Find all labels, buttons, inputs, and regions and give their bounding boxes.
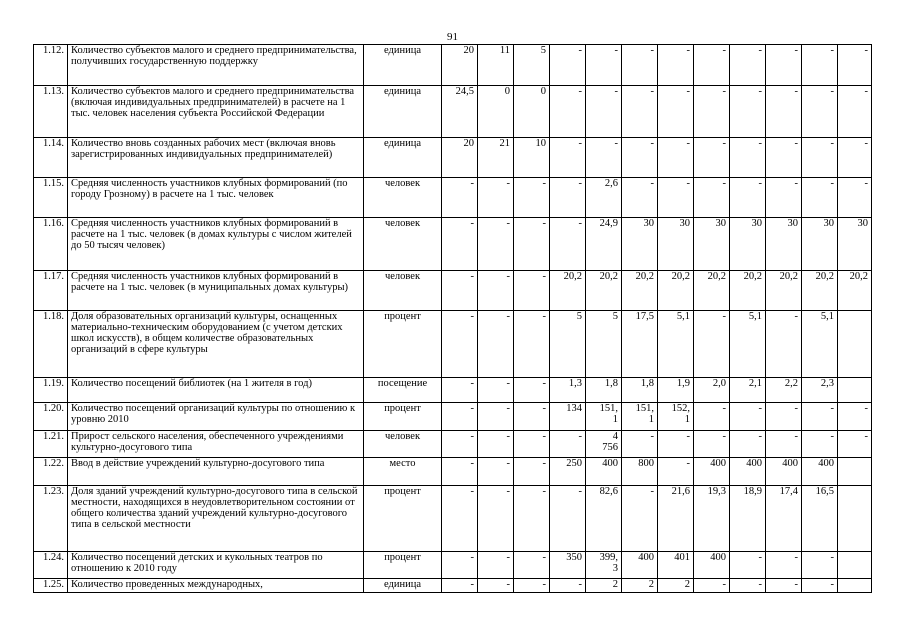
row-number: 1.23. — [34, 486, 68, 552]
table-row — [34, 579, 872, 593]
value-cell: 2 — [586, 579, 622, 593]
row-number: 1.16. — [34, 218, 68, 271]
value-cell: - — [478, 579, 514, 593]
value-cell: 400 — [802, 458, 838, 486]
value-cell: - — [478, 378, 514, 403]
row-number: 1.18. — [34, 311, 68, 378]
row-number: 1.13. — [34, 86, 68, 138]
value-cell: - — [802, 138, 838, 178]
value-cell: - — [730, 579, 766, 593]
value-cell: 400 — [694, 552, 730, 579]
indicator-name: Прирост сельского населения, обеспеченного учреждениями культурно-досугового типа — [68, 431, 364, 458]
value-cell: - — [514, 271, 550, 311]
value-cell: - — [478, 458, 514, 486]
value-cell: 1,8 — [622, 378, 658, 403]
unit-cell: единица — [364, 138, 442, 178]
value-cell: 30 — [802, 218, 838, 271]
value-cell: - — [586, 45, 622, 86]
value-cell: - — [514, 218, 550, 271]
value-cell: 5,1 — [730, 311, 766, 378]
value-cell: - — [838, 86, 872, 138]
value-cell: 20 — [442, 138, 478, 178]
value-cell: 0 — [514, 86, 550, 138]
value-cell: 2 — [658, 579, 694, 593]
value-cell: 0 — [478, 86, 514, 138]
value-cell: - — [730, 431, 766, 458]
value-cell — [838, 552, 872, 579]
value-cell: - — [478, 271, 514, 311]
value-cell: - — [658, 178, 694, 218]
value-cell: - — [694, 403, 730, 431]
row-number: 1.15. — [34, 178, 68, 218]
value-cell: - — [766, 403, 802, 431]
value-cell: - — [694, 579, 730, 593]
indicator-name: Доля образовательных организаций культуры, оснащенных материально-техническим оборудованием (с учетом детских школ искусств), в общем количестве образовательных организаций в сфере культуры — [68, 311, 364, 378]
value-cell: 21,6 — [658, 486, 694, 552]
indicator-name: Средняя численность участников клубных формирований в расчете на 1 тыс. человек (в домах культуры с числом жителей до 50 тысяч человек) — [68, 218, 364, 271]
value-cell: 250 — [550, 458, 586, 486]
value-cell: - — [550, 486, 586, 552]
row-number: 1.22. — [34, 458, 68, 486]
value-cell: 18,9 — [730, 486, 766, 552]
value-cell — [838, 458, 872, 486]
value-cell: - — [766, 552, 802, 579]
value-cell: - — [586, 138, 622, 178]
value-cell: - — [802, 86, 838, 138]
value-cell — [838, 486, 872, 552]
row-number: 1.14. — [34, 138, 68, 178]
unit-cell: единица — [364, 579, 442, 593]
value-cell: 152, 1 — [658, 403, 694, 431]
value-cell: 134 — [550, 403, 586, 431]
value-cell: - — [730, 552, 766, 579]
value-cell: - — [658, 138, 694, 178]
indicator-name: Средняя численность участников клубных формирований (по городу Грозному) в расчете на 1 тыс. человек — [68, 178, 364, 218]
value-cell: - — [694, 138, 730, 178]
value-cell: 2,0 — [694, 378, 730, 403]
unit-cell: процент — [364, 311, 442, 378]
value-cell: - — [766, 579, 802, 593]
value-cell: - — [514, 178, 550, 218]
unit-cell: посещение — [364, 378, 442, 403]
unit-cell: человек — [364, 431, 442, 458]
table-row — [34, 138, 872, 178]
row-number: 1.17. — [34, 271, 68, 311]
value-cell: - — [802, 552, 838, 579]
value-cell: - — [442, 178, 478, 218]
value-cell: 20,2 — [838, 271, 872, 311]
value-cell: - — [550, 138, 586, 178]
value-cell: - — [802, 45, 838, 86]
value-cell: - — [478, 552, 514, 579]
value-cell: - — [442, 579, 478, 593]
value-cell: 20,2 — [802, 271, 838, 311]
value-cell: - — [622, 431, 658, 458]
value-cell: 1,3 — [550, 378, 586, 403]
value-cell: 20,2 — [730, 271, 766, 311]
value-cell: 151, 1 — [586, 403, 622, 431]
row-number: 1.25. — [34, 579, 68, 593]
indicator-name: Количество посещений библиотек (на 1 жителя в год) — [68, 378, 364, 403]
value-cell: 399, 3 — [586, 552, 622, 579]
value-cell: - — [802, 431, 838, 458]
value-cell: - — [694, 86, 730, 138]
value-cell: 16,5 — [802, 486, 838, 552]
value-cell — [838, 311, 872, 378]
indicators-table — [33, 44, 872, 593]
value-cell: 400 — [730, 458, 766, 486]
unit-cell: место — [364, 458, 442, 486]
value-cell: 24,5 — [442, 86, 478, 138]
value-cell — [838, 579, 872, 593]
value-cell: - — [514, 378, 550, 403]
value-cell: - — [442, 486, 478, 552]
value-cell: 5,1 — [658, 311, 694, 378]
value-cell: - — [766, 178, 802, 218]
value-cell: - — [838, 45, 872, 86]
indicator-name: Количество субъектов малого и среднего предпринимательства, получивших государственную поддержку — [68, 45, 364, 86]
value-cell: - — [838, 431, 872, 458]
value-cell: - — [442, 458, 478, 486]
value-cell: - — [838, 138, 872, 178]
value-cell: - — [622, 178, 658, 218]
table-row — [34, 486, 872, 552]
value-cell: - — [766, 45, 802, 86]
value-cell: - — [766, 311, 802, 378]
value-cell: - — [658, 45, 694, 86]
value-cell: 400 — [622, 552, 658, 579]
value-cell: - — [658, 458, 694, 486]
row-number: 1.21. — [34, 431, 68, 458]
value-cell: 24,9 — [586, 218, 622, 271]
value-cell: - — [442, 403, 478, 431]
value-cell: - — [478, 311, 514, 378]
value-cell: - — [838, 403, 872, 431]
value-cell: 20,2 — [586, 271, 622, 311]
value-cell: 17,5 — [622, 311, 658, 378]
row-number: 1.19. — [34, 378, 68, 403]
value-cell: - — [514, 552, 550, 579]
value-cell: 2,6 — [586, 178, 622, 218]
table-row — [34, 431, 872, 458]
value-cell: 1,9 — [658, 378, 694, 403]
value-cell: - — [730, 403, 766, 431]
value-cell: 20,2 — [766, 271, 802, 311]
value-cell: 30 — [694, 218, 730, 271]
value-cell: 400 — [586, 458, 622, 486]
value-cell: - — [442, 431, 478, 458]
value-cell: - — [478, 403, 514, 431]
value-cell: - — [550, 431, 586, 458]
table-row — [34, 458, 872, 486]
value-cell — [838, 378, 872, 403]
value-cell: - — [586, 86, 622, 138]
table-row — [34, 403, 872, 431]
value-cell: - — [514, 431, 550, 458]
unit-cell: человек — [364, 178, 442, 218]
table-row — [34, 311, 872, 378]
unit-cell: единица — [364, 86, 442, 138]
value-cell: - — [442, 378, 478, 403]
indicator-name: Количество вновь созданных рабочих мест (включая вновь зарегистрированных индивидуальных предпринимателей) — [68, 138, 364, 178]
value-cell: - — [694, 178, 730, 218]
value-cell: 11 — [478, 45, 514, 86]
value-cell: 30 — [658, 218, 694, 271]
value-cell: - — [514, 579, 550, 593]
value-cell: 20,2 — [658, 271, 694, 311]
value-cell: 2,3 — [802, 378, 838, 403]
value-cell: - — [730, 138, 766, 178]
value-cell: 20,2 — [550, 271, 586, 311]
value-cell: - — [550, 86, 586, 138]
value-cell: - — [550, 45, 586, 86]
value-cell: - — [514, 403, 550, 431]
value-cell: - — [442, 311, 478, 378]
indicator-name: Количество проведенных международных, — [68, 579, 364, 593]
value-cell: 2 — [622, 579, 658, 593]
value-cell: 350 — [550, 552, 586, 579]
value-cell: - — [658, 86, 694, 138]
value-cell: 17,4 — [766, 486, 802, 552]
value-cell: - — [478, 486, 514, 552]
value-cell: 5 — [550, 311, 586, 378]
value-cell: - — [550, 218, 586, 271]
value-cell: 5,1 — [802, 311, 838, 378]
value-cell: 20,2 — [694, 271, 730, 311]
value-cell: - — [478, 431, 514, 458]
page-number: 91 — [447, 31, 458, 43]
value-cell: 21 — [478, 138, 514, 178]
table-body — [34, 45, 872, 593]
value-cell: - — [622, 45, 658, 86]
value-cell: 151, 1 — [622, 403, 658, 431]
value-cell: - — [514, 486, 550, 552]
value-cell: 800 — [622, 458, 658, 486]
table-row — [34, 552, 872, 579]
indicator-name: Количество субъектов малого и среднего предпринимательства (включая индивидуальных предпринимателей) в расчете на 1 тыс. человек населения субъекта Российской Федерации — [68, 86, 364, 138]
row-number: 1.24. — [34, 552, 68, 579]
table-row — [34, 378, 872, 403]
value-cell: - — [766, 138, 802, 178]
value-cell: 30 — [622, 218, 658, 271]
value-cell: 401 — [658, 552, 694, 579]
value-cell: - — [838, 178, 872, 218]
value-cell: - — [658, 431, 694, 458]
value-cell: 30 — [838, 218, 872, 271]
unit-cell: единица — [364, 45, 442, 86]
value-cell: - — [694, 431, 730, 458]
value-cell: 4 756 — [586, 431, 622, 458]
value-cell: 82,6 — [586, 486, 622, 552]
value-cell: - — [442, 271, 478, 311]
value-cell: 400 — [766, 458, 802, 486]
value-cell: 2,2 — [766, 378, 802, 403]
value-cell: 2,1 — [730, 378, 766, 403]
value-cell: - — [514, 458, 550, 486]
value-cell: - — [550, 579, 586, 593]
value-cell: 5 — [586, 311, 622, 378]
value-cell: - — [730, 178, 766, 218]
value-cell: 1,8 — [586, 378, 622, 403]
unit-cell: процент — [364, 486, 442, 552]
value-cell: - — [694, 45, 730, 86]
value-cell: - — [694, 311, 730, 378]
unit-cell: процент — [364, 552, 442, 579]
value-cell: - — [730, 45, 766, 86]
value-cell: - — [478, 218, 514, 271]
value-cell: - — [730, 86, 766, 138]
value-cell: - — [802, 403, 838, 431]
value-cell: 19,3 — [694, 486, 730, 552]
value-cell: - — [622, 86, 658, 138]
table-row — [34, 86, 872, 138]
table-row — [34, 218, 872, 271]
indicator-name: Доля зданий учреждений культурно-досугового типа в сельской местности, находящихся в неудовлетворительном состоянии от общего количества зданий учреждений культурно-досугового типа в сельской местности — [68, 486, 364, 552]
value-cell: - — [442, 552, 478, 579]
row-number: 1.20. — [34, 403, 68, 431]
value-cell: - — [442, 218, 478, 271]
indicator-name: Ввод в действие учреждений культурно-досугового типа — [68, 458, 364, 486]
table-row — [34, 271, 872, 311]
value-cell: - — [514, 311, 550, 378]
unit-cell: человек — [364, 271, 442, 311]
value-cell: 5 — [514, 45, 550, 86]
value-cell: 30 — [730, 218, 766, 271]
value-cell: - — [766, 431, 802, 458]
value-cell: 10 — [514, 138, 550, 178]
value-cell: 20,2 — [622, 271, 658, 311]
table-row — [34, 45, 872, 86]
row-number: 1.12. — [34, 45, 68, 86]
value-cell: - — [478, 178, 514, 218]
value-cell: - — [622, 138, 658, 178]
unit-cell: человек — [364, 218, 442, 271]
value-cell: - — [766, 86, 802, 138]
value-cell: - — [550, 178, 586, 218]
value-cell: - — [802, 579, 838, 593]
value-cell: - — [802, 178, 838, 218]
table-row — [34, 178, 872, 218]
value-cell: 400 — [694, 458, 730, 486]
value-cell: - — [622, 486, 658, 552]
indicator-name: Количество посещений организаций культуры по отношению к уровню 2010 — [68, 403, 364, 431]
value-cell: 20 — [442, 45, 478, 86]
indicator-name: Количество посещений детских и кукольных театров по отношению к 2010 году — [68, 552, 364, 579]
unit-cell: процент — [364, 403, 442, 431]
indicator-name: Средняя численность участников клубных формирований в расчете на 1 тыс. человек (в муниципальных домах культуры) — [68, 271, 364, 311]
value-cell: 30 — [766, 218, 802, 271]
